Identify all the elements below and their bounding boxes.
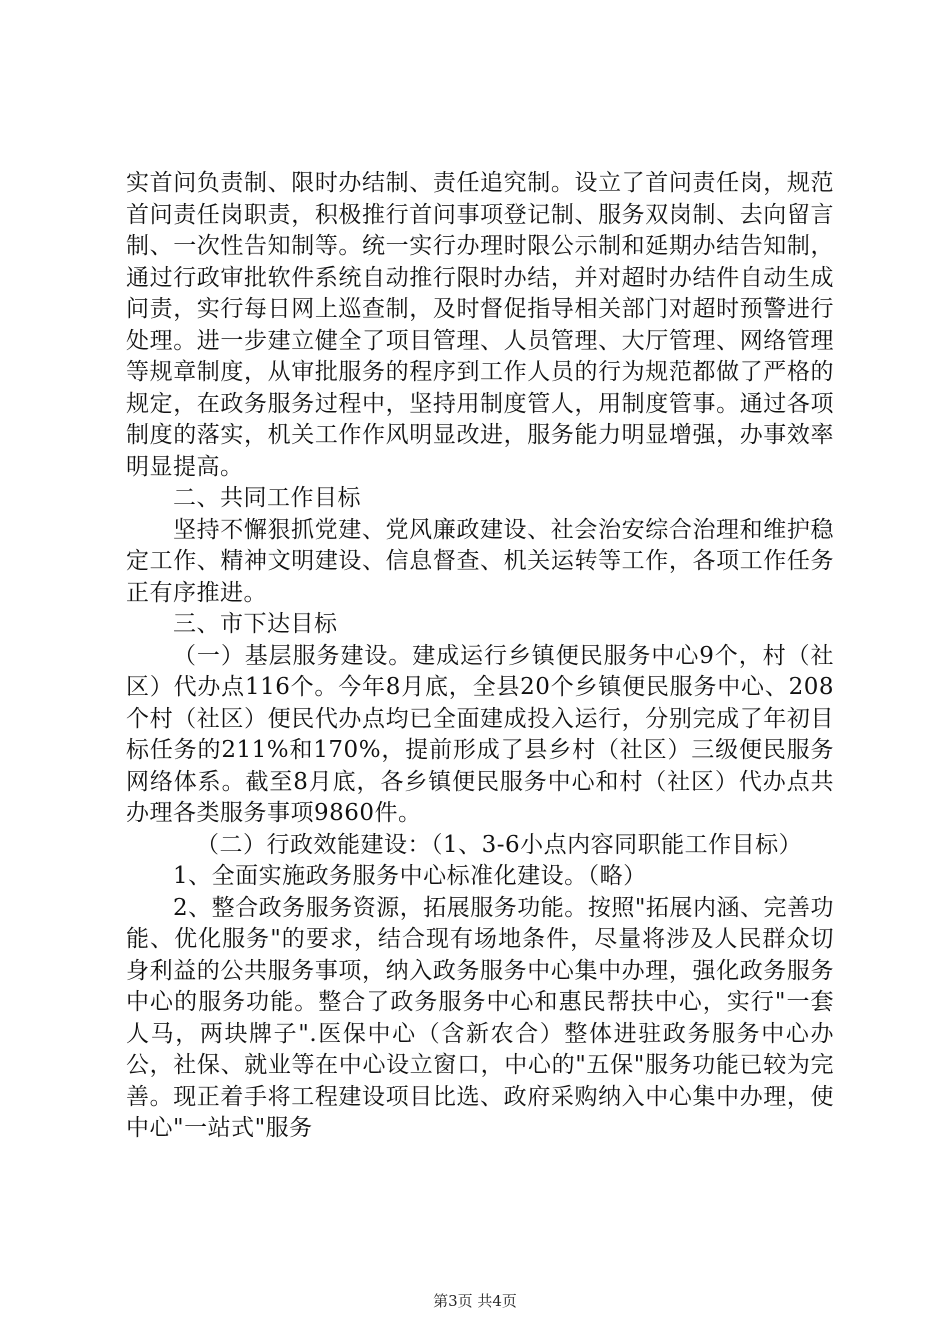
paragraph-admin-efficiency: （二）行政效能建设：（1、3-6小点内容同职能工作目标） <box>196 831 803 858</box>
page-footer: 第3页 共4页 <box>433 1292 517 1310</box>
paragraph-intro-continued: 实首问负责制、限时办结制、责任追究制。设立了首问责任岗，规范首问责任岗职责，积极推行首问事项登记制、服务双岗制、去向留言制、一次性告知制等。统一实行办理时限公示制和延期办结告知制，通过行政审批软件系统自动推行限时办结，并对超时办结件自动生成问责，实行每日网上巡查制，及时督促指导相关部门对超时预警进行处理。进一步建立健全了项目管理、人员管理、大厅管理、网络管理等规章制度，从审批服务的程序到工作人员的行为规范都做了严格的规定，在政务服务过程中，坚持用制度管人，用制度管事。通过各项制度的落实，机关工作作风明显改进，服务能力明显增强，办事效率明显提高。 <box>126 170 834 480</box>
section-heading-city-goals: 三、市下达目标 <box>173 611 338 637</box>
paragraph-shared-goals: 坚持不懈狠抓党建、党风廉政建设、社会治安综合治理和维护稳定工作、精神文明建设、信息督查、机关运转等工作，各项工作任务正有序推进。 <box>126 516 834 606</box>
document-body <box>126 168 834 1145</box>
paragraph-item-2: 2、整合政务服务资源，拓展服务功能。按照"拓展内涵、完善功能、优化服务"的要求，结合现有场地条件，尽量将涉及人民群众切身利益的公共服务事项，纳入政务服务中心集中办理，强化政务服务中心的服务功能。整合了政务服务中心和惠民帮扶中心，实行"一套人马，两块牌子".医保中心（含新农合）整体进驻政务服务中心办公，社保、就业等在中心设立窗口，中心的"五保"服务功能已较为完善。现正着手将工程建设项目比选、政府采购纳入中心集中办理，使中心"一站式"服务 <box>126 894 834 1141</box>
paragraph-item-1: 1、全面实施政务服务中心标准化建设。（略） <box>173 863 647 889</box>
paragraph-grassroots-service: （一）基层服务建设。建成运行乡镇便民服务中心9个，村（社区）代办点116个。今年8月底，全县20个乡镇便民服务中心、208个村（社区）便民代办点均已全面建成投入运行，分别完成了年初目标任务的211%和170%，提前形成了县乡村（社区）三级便民服务网络体系。截至8月底，各乡镇便民服务中心和村（社区）代办点共办理各类服务事项9860件。 <box>126 642 834 826</box>
section-heading-shared-goals: 二、共同工作目标 <box>173 485 361 511</box>
